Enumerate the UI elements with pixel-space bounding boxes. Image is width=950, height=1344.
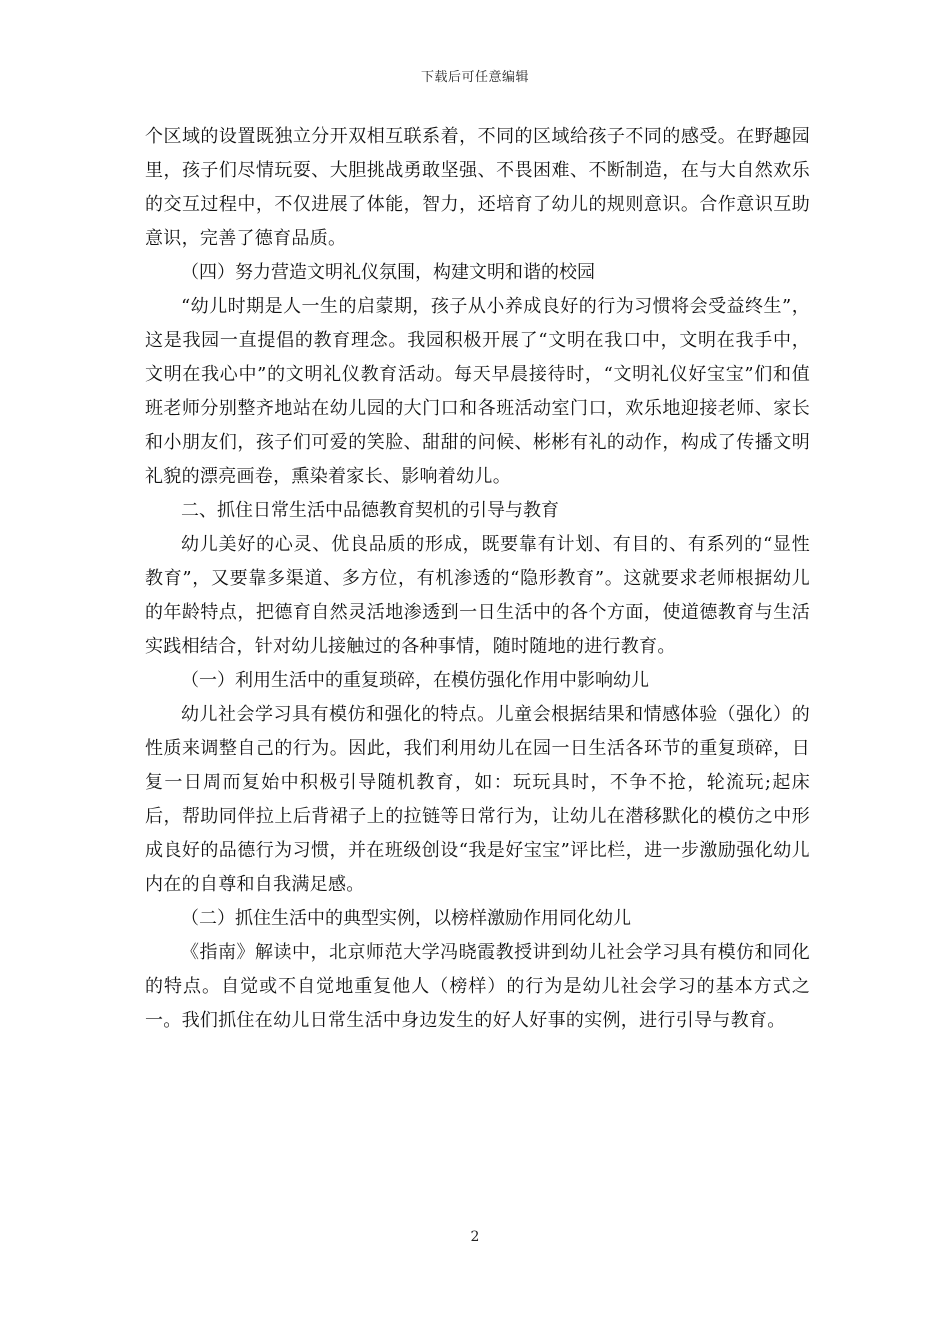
subsection-heading-2: （二）抓住生活中的典型实例，以榜样激励作用同化幼儿 (181, 908, 631, 929)
document-body (145, 120, 810, 1038)
paragraph-2: “幼儿时期是人一生的启蒙期，孩子从小养成良好的行为习惯将会受益终生”，这是我园一直提倡的教育理念。我园积极开展了“文明在我口中，文明在我手中，文明在我心中”的文明礼仪教育活动。每天早晨接待时，“文明礼仪好宝宝”们和值班老师分别整齐地站在幼儿园的大门口和各班活动室门口，欢乐地迎接老师、家长和小朋友们，孩子们可爱的笑脸、甜甜的问候、彬彬有礼的动作，构成了传播文明礼貌的漂亮画卷，熏染着家长、影响着幼儿。 (145, 296, 810, 487)
section-heading-4: （四）努力营造文明礼仪氛围，构建文明和谐的校园 (181, 262, 595, 283)
paragraph-4: 幼儿社会学习具有模仿和强化的特点。儿童会根据结果和情感体验（强化）的性质来调整自己的行为。因此，我们利用幼儿在园一日生活各环节的重复琐碎，日复一日周而复始中积极引导随机教育，如：玩玩具时，不争不抢，轮流玩;起床后，帮助同伴拉上后背裙子上的拉链等日常行为，让幼儿在潜移默化的模仿之中形成良好的品德行为习惯，并在班级创设“我是好宝宝”评比栏，进一步激励强化幼儿内在的自尊和自我满足感。 (145, 704, 810, 895)
paragraph-1: 个区域的设置既独立分开双相互联系着，不同的区域给孩子不同的感受。在野趣园里，孩子们尽情玩耍、大胆挑战勇敢坚强、不畏困难、不断制造，在与大自然欢乐的交互过程中，不仅进展了体能，智力，还培育了幼儿的规则意识。合作意识互助意识，完善了德育品质。 (145, 126, 810, 249)
subsection-heading-1: （一）利用生活中的重复琐碎，在模仿强化作用中影响幼儿 (181, 670, 649, 691)
page-header: 下载后可任意编辑 (420, 70, 529, 85)
section-heading-2: 二、抓住日常生活中品德教育契机的引导与教育 (181, 500, 559, 521)
page-number: 2 (470, 1229, 480, 1245)
paragraph-3: 幼儿美好的心灵、优良品质的形成，既要靠有计划、有目的、有系列的“显性教育”，又要靠多渠道、多方位，有机渗透的“隐形教育”。这就要求老师根据幼儿的年龄特点，把德育自然灵活地渗透到一日生活中的各个方面，使道德教育与生活实践相结合，针对幼儿接触过的各种事情，随时随地的进行教育。 (145, 534, 810, 657)
paragraph-5: 《指南》解读中，北京师范大学冯晓霞教授讲到幼儿社会学习具有模仿和同化的特点。自觉或不自觉地重复他人（榜样）的行为是幼儿社会学习的基本方式之一。我们抓住在幼儿日常生活中身边发生的好人好事的实例，进行引导与教育。 (145, 942, 810, 1031)
